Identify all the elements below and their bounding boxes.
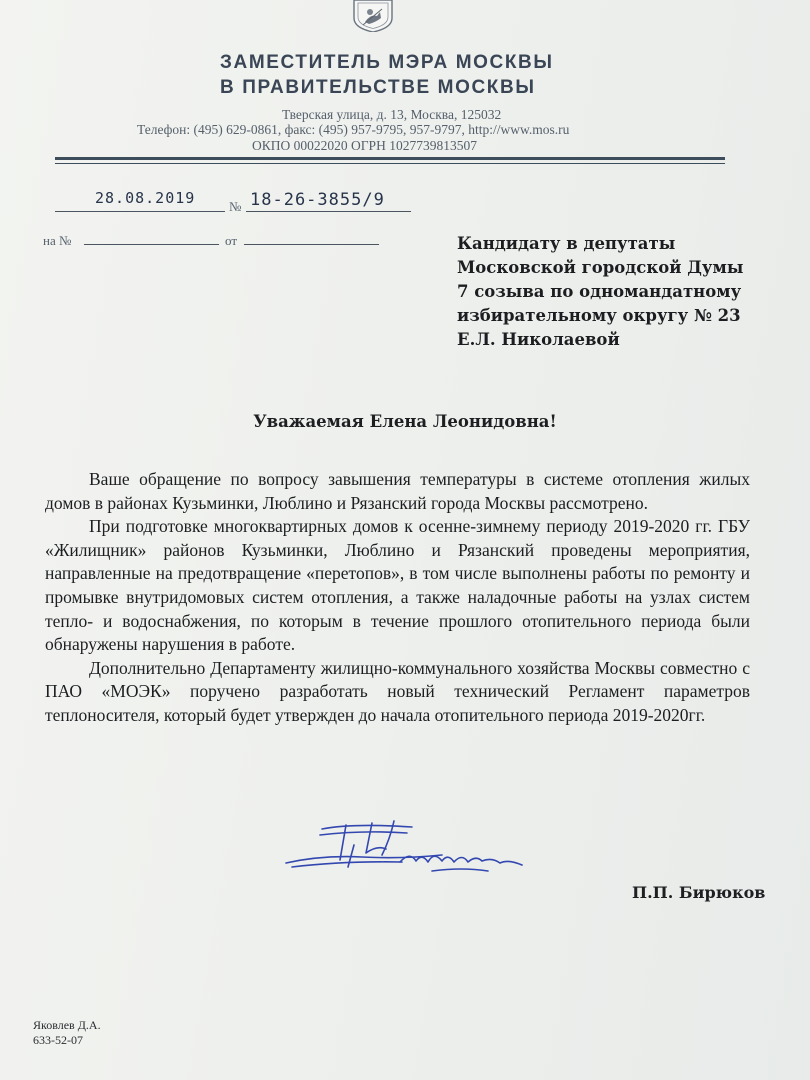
salutation: Уважаемая Елена Леонидовна! (253, 412, 557, 431)
recipient-line: 7 созыва по одномандатному (457, 282, 742, 301)
organization-title-line1: ЗАМЕСТИТЕЛЬ МЭРА МОСКВЫ (220, 52, 554, 73)
body-paragraph: При подготовке многоквартирных домов к осенне-зимнему периоду 2019-2020 гг. ГБУ «Жилищник» районов Кузьминки, Люблино и Рязанский проведены мероприятия, направленные на предотвращение «перетопов», в том числе выполнены работы по ремонту и промывке внутридомовых систем отопления, а также наладочные работы на узлах систем тепло- и водоснабжения, по которым в течение прошлого отопительного периода были обнаружены нарушения в работе. (45, 516, 750, 655)
ref-date-label: от (225, 233, 238, 248)
letter-date: 28.08.2019 (95, 189, 196, 207)
signer-name: П.П. Бирюков (632, 883, 766, 902)
letter-body (45, 468, 750, 728)
organization-title-line2: В ПРАВИТЕЛЬСТВЕ МОСКВЫ (220, 77, 536, 98)
recipient-line: избирательному округу № 23 (457, 306, 741, 325)
header-rule-thick (55, 157, 725, 160)
body-paragraph: Дополнительно Департаменту жилищно-коммунального хозяйства Москвы совместно с ПАО «МОЭК» поручено разработать новый технический Регламент параметров теплоносителя, который будет утвержден до начала отопительного периода 2019-2020гг. (45, 657, 750, 725)
ref-number-underline (84, 244, 219, 245)
organization-title (220, 50, 640, 100)
letter-number: 18-26-3855/9 (250, 190, 385, 210)
ref-date-underline (244, 244, 379, 245)
executor-name: Яковлев Д.А. (33, 1018, 101, 1032)
recipient-block (457, 232, 787, 352)
date-underline (55, 211, 225, 212)
organization-address: Тверская улица, д. 13, Москва, 125032 (282, 107, 502, 122)
number-label: № (229, 199, 242, 214)
handwritten-signature (282, 815, 532, 890)
number-underline (246, 211, 411, 212)
ref-number-label: на № (43, 233, 72, 248)
recipient-line: Кандидату в депутаты (457, 234, 676, 253)
executor-phone: 633-52-07 (33, 1033, 83, 1047)
executor-block (33, 1018, 101, 1048)
recipient-line: Московской городской Думы (457, 258, 744, 277)
recipient-line: Е.Л. Николаевой (457, 330, 620, 349)
header-rule-thin (55, 163, 725, 164)
coat-of-arms-icon (350, 0, 396, 32)
organization-registry: ОКПО 00022020 ОГРН 1027739813507 (252, 138, 477, 153)
organization-contacts: Телефон: (495) 629-0861, факс: (495) 957-9795, 957-9797, http://www.mos.ru (137, 122, 570, 137)
body-paragraph: Ваше обращение по вопросу завышения температуры в системе отопления жилых домов в районах Кузьминки, Люблино и Рязанский города Москвы рассмотрено. (45, 469, 750, 513)
